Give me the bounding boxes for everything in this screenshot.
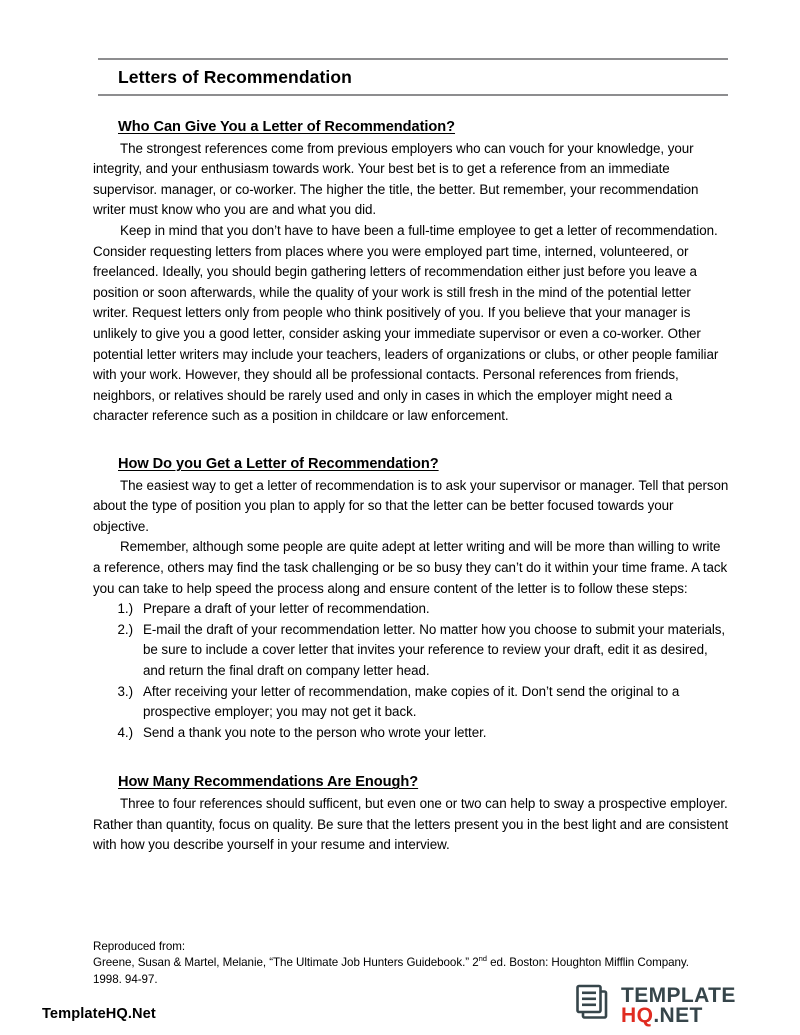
section-spacer <box>93 743 729 773</box>
list-item-text: E-mail the draft of your recommendation letter. No matter how you choose to submit your materials, be sure to include a cover letter that invites your reference to review your draft, edit it as desired, and return the final draft on company letter head. <box>143 621 726 679</box>
paragraph: Remember, although some people are quite adept at letter writing and will be more than willing to write a reference, others may find the task challenging or be so busy they can’t do it within your time frame. A tack you can take to help speed the process along and ensure content of the letter is to follow these steps: <box>93 539 728 596</box>
citation-line-3: 1998. 94-97. <box>93 972 158 986</box>
citation-block <box>93 939 733 988</box>
document-stack-icon <box>572 982 614 1029</box>
list-item-number: 4.) <box>117 724 133 740</box>
list-item <box>93 723 729 744</box>
list-item-text: After receiving your letter of recommendation, make copies of it. Don’t send the original to a prospective employer; you may not get it back. <box>143 683 680 720</box>
citation-line-2 <box>93 955 733 971</box>
list-item-number: 1.) <box>117 601 133 617</box>
steps-list <box>93 599 729 743</box>
list-item <box>93 682 729 723</box>
citation-line-2-after: ed. Boston: Houghton Mifflin Company. <box>486 956 689 970</box>
paragraph: The strongest references come from previous employers who can vouch for your knowledge, your integrity, and your enthusiasm towards work. Your best bet is to get a reference from an immediate supervisor. manager, or co-worker. The higher the title, the better. But remember, your recommendation writer must know who you are and what you did. <box>93 140 699 218</box>
list-item-text: Send a thank you note to the person who wrote your letter. <box>143 724 487 740</box>
paragraph: Three to four references should sufficent, but even one or two can help to sway a prospective employer. Rather than quantity, focus on quality. Be sure that the letters present you in the best light and are consistent with how you describe yourself in your resume and interview. <box>93 796 729 853</box>
title-rule-bottom <box>98 94 728 96</box>
watermark-text: TemplateHQ.Net <box>42 1006 156 1022</box>
list-item-number: 2.) <box>117 621 133 637</box>
section-spacer <box>93 427 729 455</box>
section-heading-how-many: How Many Recommendations Are Enough? <box>118 774 419 791</box>
brand-row-bottom <box>621 1003 736 1027</box>
brand-logo <box>572 982 736 1029</box>
brand-word-net: .NET <box>653 1003 703 1027</box>
list-item <box>93 599 729 620</box>
paragraph: Keep in mind that you don’t have to have been a full-time employee to get a letter of recommendation. Consider requesting letters from places where you were employed part time, interned, volunteered, or freelanced. Ideally, you should begin gathering letters of recommendation either just before you leave a position or soon afterwards, while the quality of your work is still fresh in the mind of the potential letter writer. Request letters only from people who think positively of you. If you believe that your manager is unlikely to give you a good letter, consider asking your immediate supervisor or even a co-worker. Other potential letter writers may include your teachers, leaders of organizations or clubs, or other people familiar with your work. However, they should all be professional contacts. Personal references from friends, neighbors, or relatives should be rarely used and only in cases in which the employer might need a character reference such as a position in childcare or law enforcement. <box>93 223 719 424</box>
citation-ordinal-suffix: nd <box>478 954 487 964</box>
brand-row-top <box>621 983 736 1007</box>
citation-line-1: Reproduced from: <box>93 940 185 953</box>
citation-line-2-before: Greene, Susan & Martel, Melanie, “The Ultimate Job Hunters Guidebook.” 2 <box>93 956 479 970</box>
list-item-number: 3.) <box>117 683 133 699</box>
list-item <box>93 620 729 682</box>
brand-word-template: TEMPLATE <box>621 983 736 1007</box>
document-title-block <box>98 58 728 96</box>
section-heading-how-do-you-get: How Do you Get a Letter of Recommendation? <box>118 456 439 472</box>
brand-word-hq: HQ <box>621 1003 654 1027</box>
brand-wordmark <box>621 983 736 1027</box>
list-item-text: Prepare a draft of your letter of recommendation. <box>143 601 430 617</box>
document-body <box>93 118 729 856</box>
paragraph: The easiest way to get a letter of recommendation is to ask your supervisor or manager. Tell that person about the type of position you plan to apply for so that the letter can be better focused towards your objective. <box>93 477 729 534</box>
section-heading-who-can-give: Who Can Give You a Letter of Recommendation? <box>118 119 456 135</box>
page-title: Letters of Recommendation <box>118 67 352 87</box>
